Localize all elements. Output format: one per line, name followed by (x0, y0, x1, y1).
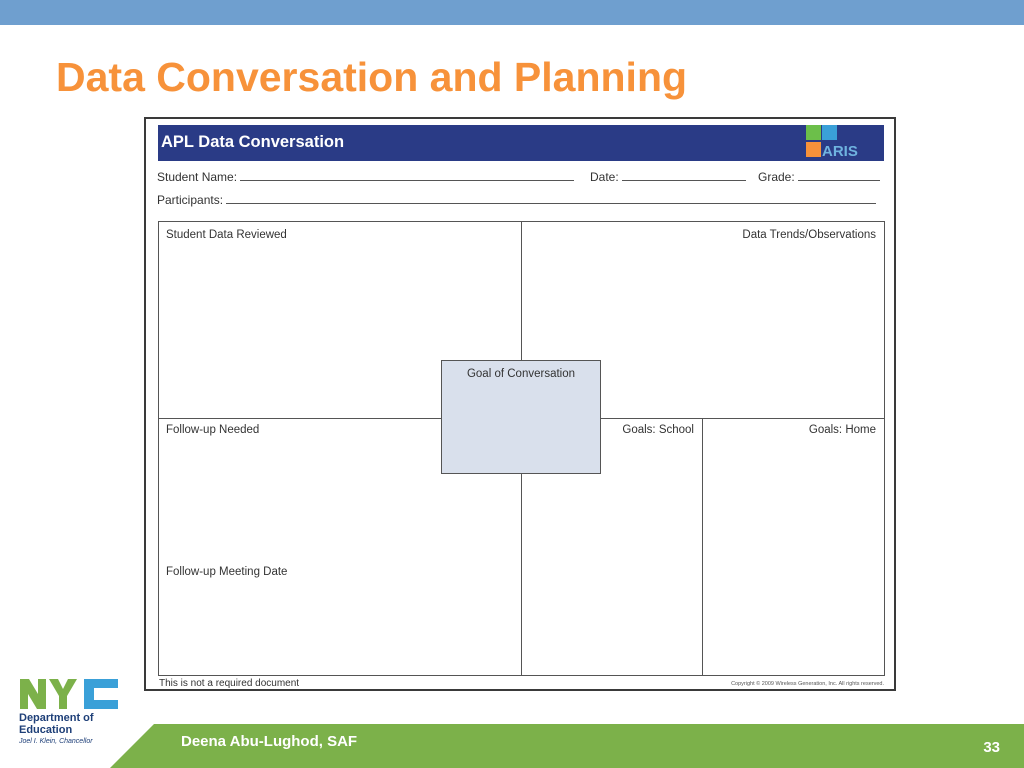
grid-divider (521, 474, 522, 676)
slide-title: Data Conversation and Planning (56, 54, 688, 100)
department-line: Department of (19, 712, 94, 724)
logo-square-icon (806, 142, 821, 157)
chancellor-text: Joel I. Klein, Chancellor (19, 738, 93, 745)
goals-school-label: Goals: School (622, 424, 694, 436)
participants-field (157, 193, 876, 207)
page-number: 33 (983, 739, 1000, 756)
goal-of-conversation-label: Goal of Conversation (466, 368, 576, 380)
participants-line (226, 193, 876, 204)
grid-divider (601, 418, 885, 419)
goals-home-label: Goals: Home (808, 424, 876, 436)
student-name-label: Student Name: (157, 170, 238, 184)
nyc-logo (18, 675, 122, 711)
top-accent-bar (0, 0, 1024, 25)
logo-square-icon (806, 125, 821, 140)
grade-field (758, 170, 880, 184)
data-trends-label: Data Trends/Observations (742, 229, 876, 241)
student-data-reviewed-label: Student Data Reviewed (166, 229, 287, 241)
grid-divider (158, 418, 442, 419)
department-line: Education (19, 724, 73, 736)
date-field (590, 170, 746, 184)
form-footnote: This is not a required document (159, 678, 300, 689)
form-header (158, 125, 884, 161)
footer-bar (0, 724, 1024, 768)
presenter-name: Deena Abu-Lughod, SAF (181, 733, 358, 750)
participants-label: Participants: (157, 193, 224, 207)
aris-logo-text: ARIS (822, 143, 858, 160)
grade-label: Grade: (758, 170, 795, 184)
follow-up-needed-label: Follow-up Needed (166, 424, 260, 436)
aris-logo (806, 125, 866, 161)
logo-square-icon (822, 125, 837, 140)
form-copyright: Copyright © 2009 Wireless Generation, Inc. All rights reserved. (731, 681, 884, 687)
date-label: Date: (590, 170, 619, 184)
goal-of-conversation-box (441, 360, 601, 474)
grid-divider (702, 418, 703, 676)
form-title: APL Data Conversation (161, 133, 345, 151)
grade-line (798, 170, 880, 181)
follow-up-meeting-date-label: Follow-up Meeting Date (166, 566, 288, 578)
student-name-line (240, 170, 574, 181)
grid-divider (521, 222, 522, 360)
date-line (622, 170, 746, 181)
student-name-field (157, 170, 574, 184)
